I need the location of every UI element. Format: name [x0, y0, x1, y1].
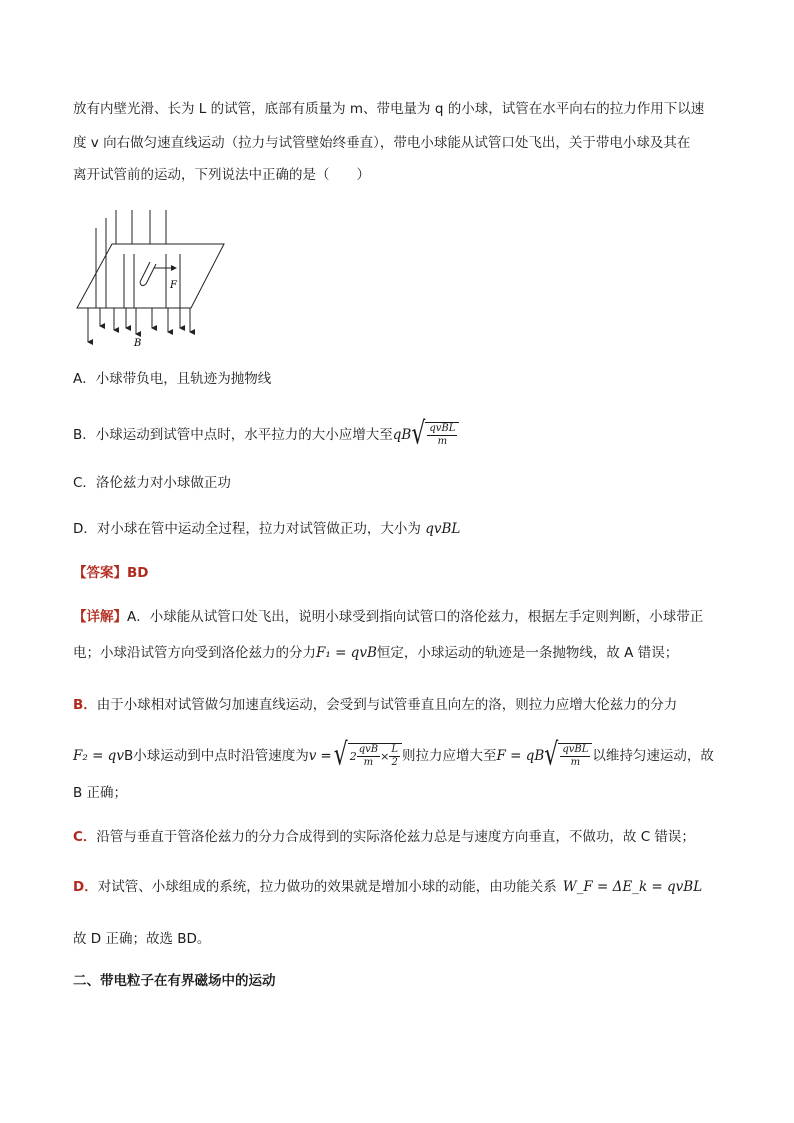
- detail-d-line: [73, 876, 702, 898]
- test-tube: [140, 262, 156, 286]
- detail-b-f2: F₂ = qv: [73, 748, 124, 764]
- question-line-2: 度 v 向右做匀速直线运动（拉力与试管壁始终垂直），带电小球能从试管口处飞出，关于带电小球及其在: [73, 135, 691, 151]
- detail-b-l-den: 2: [391, 757, 398, 768]
- detail-b-frac-den: m: [363, 757, 374, 768]
- detail-b-text-1: 由于小球相对试管做匀加速直线运动，会受到与试管垂直且向左的洛，则拉力应增大伦兹力的分力: [96, 697, 678, 713]
- detail-b-l-num: L: [391, 744, 398, 755]
- detail-d-formula: W_F = ΔE_k = qvBL: [562, 879, 703, 895]
- detail-b-line-3: B 正确；: [73, 785, 128, 801]
- section-title: 二、带电粒子在有界磁场中的运动: [73, 973, 276, 989]
- detail-b-text-4: 以维持匀速运动，故: [592, 748, 714, 764]
- detail-b-label: B．: [73, 697, 97, 713]
- option-b-text: B．小球运动到试管中点时，水平拉力的大小应增大至: [73, 427, 393, 443]
- option-b-sqrt: √ $\frac{\text{qvBL}}{m}$: [411, 422, 459, 448]
- option-a: A．小球带负电，且轨迹为抛物线: [73, 371, 272, 387]
- option-b-num: qvBL: [429, 423, 456, 434]
- magnetic-field-figure: [70, 206, 240, 352]
- detail-b-f-den: m: [570, 757, 581, 768]
- option-d-text: D．对小球在管中运动全过程，拉力对试管做正功，大小为: [73, 521, 426, 537]
- answer-label: 【答案】: [73, 565, 127, 581]
- force-label: F: [170, 280, 177, 291]
- question-line-1: 放有内壁光滑、长为 L 的试管，底部有质量为 m、带电量为 q 的小球，试管在水平向右的拉力作用下以速: [73, 101, 705, 117]
- detail-a-formula: F₁ = qvB: [316, 645, 377, 661]
- detail-b-text-2: B小球运动到中点时沿管速度为: [123, 748, 309, 764]
- detail-b-sqrt-coef: 2: [349, 749, 357, 763]
- field-lines-upper: [96, 210, 180, 308]
- answer-line: [73, 562, 149, 584]
- detail-c-label: C．: [73, 829, 97, 845]
- detail-b-vy: v: [308, 748, 317, 764]
- detail-b-f: F = qB: [496, 748, 545, 764]
- detail-a-line-2: [73, 642, 678, 664]
- detail-b-sqrt-2: √ $\frac{\text{qvBL}}{m}$: [544, 743, 592, 769]
- option-d: [73, 518, 460, 540]
- option-d-formula: qvBL: [425, 521, 461, 537]
- detail-b-frac-num: qvB: [358, 744, 379, 755]
- detail-d-text: 对试管、小球组成的系统，拉力做功的效果就是增加小球的动能，由功能关系: [97, 879, 557, 895]
- question-line-3: 离开试管前的运动，下列说法中正确的是（ ）: [73, 167, 370, 183]
- option-b: [73, 418, 459, 452]
- detail-d-label: D．: [73, 879, 98, 895]
- detail-a-text-1: A．小球能从试管口处飞出，说明小球受到指向试管口的洛伦兹力，根据左手定则判断，小球带正: [127, 609, 704, 625]
- field-label: B: [134, 338, 142, 349]
- detail-b-times: ×: [380, 749, 390, 763]
- detail-c-line: [73, 826, 695, 848]
- detail-b-f-num: qvBL: [562, 744, 589, 755]
- option-b-den: m: [437, 436, 448, 447]
- field-lines-lower: [88, 308, 190, 342]
- detail-b-line-2: F₂ = qv B小球运动到中点时沿管速度为 v = √ 2 $\frac{\text{qvB}}{m}$ × $\frac{L}{2}$ 则拉力应增大至 F = qB √ $\frac{\text{qvBL}}{m}$ 以维持匀速运动，故: [73, 737, 714, 773]
- detail-b-text-3: 则拉力应增大至: [401, 748, 497, 764]
- detail-b-sqrt-1: √ 2 $\frac{\text{qvB}}{m}$ × $\frac{L}{2}$: [334, 743, 402, 769]
- detail-conclusion: 故 D 正确；故选 BD。: [73, 931, 211, 947]
- detail-label: 【详解】: [73, 609, 127, 625]
- detail-a-line-1: [73, 606, 703, 628]
- option-b-qb: qB: [392, 427, 412, 443]
- detail-c-text: 沿管与垂直于管洛伦兹力的分力合成得到的实际洛伦兹力总是与速度方向垂直，不做功，故 C 错误；: [96, 829, 695, 845]
- detail-a-text-2: 电；小球沿试管方向受到洛伦兹力的分力: [73, 645, 316, 661]
- detail-b-line-1: [73, 694, 677, 716]
- detail-a-text-3: 恒定，小球运动的轨迹是一条抛物线，故 A 错误；: [376, 645, 679, 661]
- option-c: C．洛伦兹力对小球做正功: [73, 475, 231, 491]
- answer-value: BD: [127, 565, 149, 581]
